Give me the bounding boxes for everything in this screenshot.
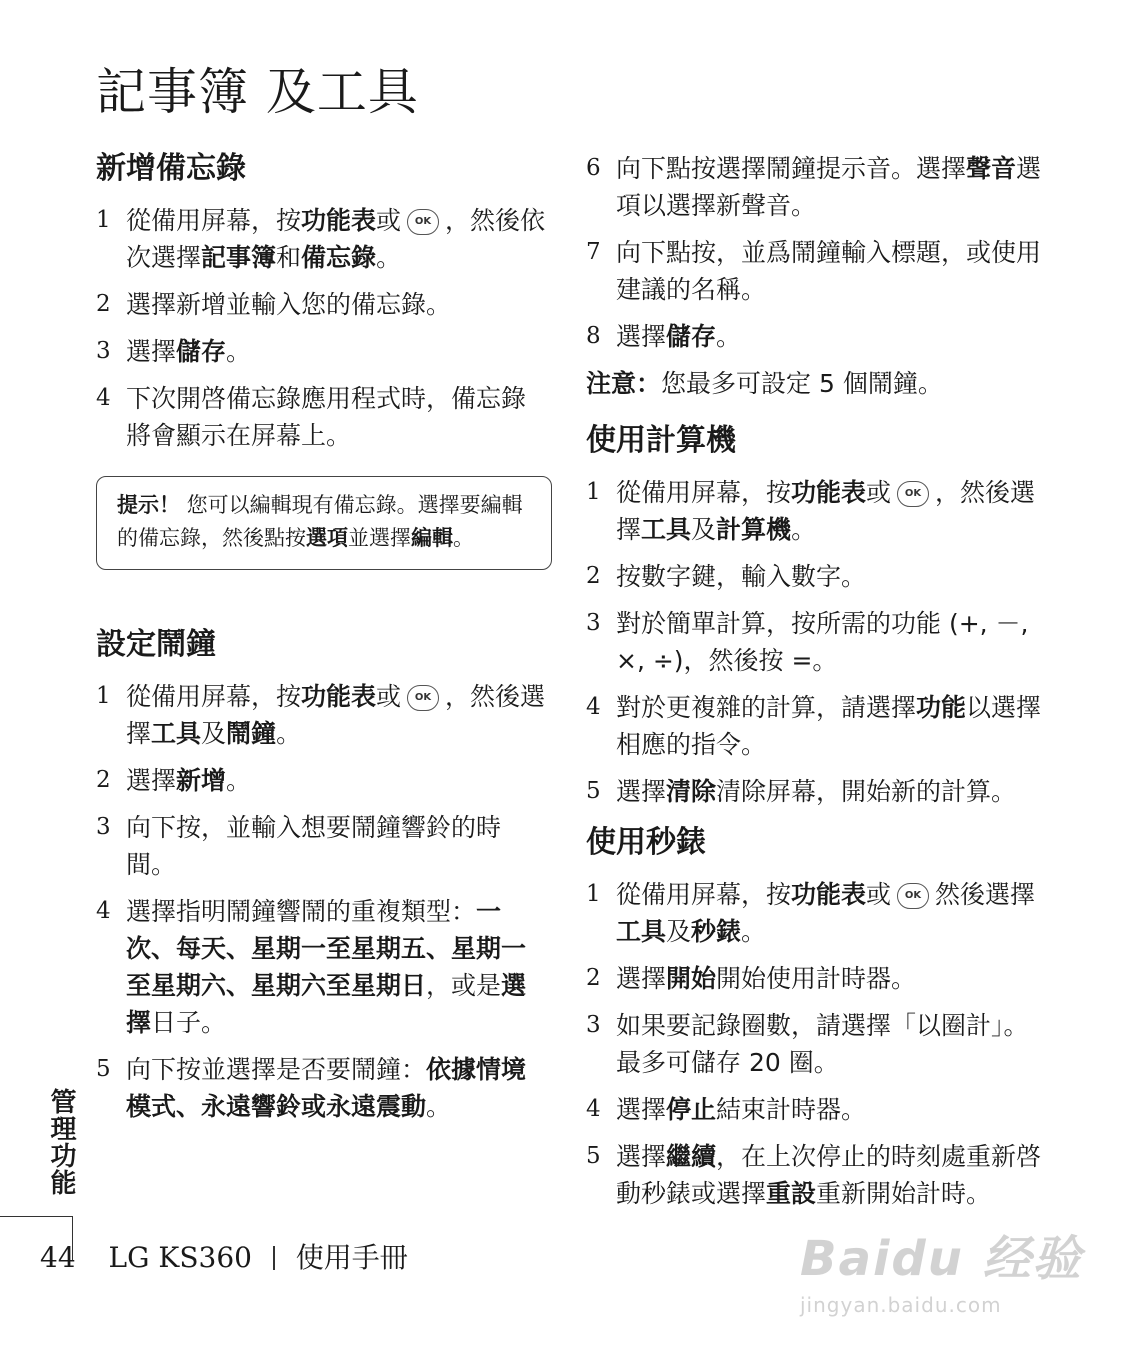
step-item	[586, 1091, 1046, 1128]
right-column	[586, 150, 1046, 1222]
step-number: 2	[96, 767, 111, 793]
watermark	[800, 1220, 1083, 1317]
left-column	[96, 150, 548, 1135]
emphasis-text: 一次、每天、星期一至星期五、星期一至星期六、星期六至星期日	[126, 897, 527, 1000]
emphasis-text: 功能表	[301, 682, 377, 711]
emphasis-text: 編輯	[411, 526, 453, 550]
step-item	[586, 689, 1046, 763]
step-number: 4	[96, 385, 111, 411]
page-title: 記事簿 及工具	[96, 63, 419, 121]
emphasis-text: 功能表	[301, 206, 377, 235]
step-item	[586, 876, 1046, 950]
emphasis-text: 新增	[176, 766, 227, 795]
step-item	[586, 960, 1046, 997]
memo-steps	[96, 202, 548, 454]
emphasis-text: 提示！	[117, 493, 180, 517]
step-text: 從備用屏幕，按功能表或 OK ，然後選擇工具及計算機。	[616, 478, 1036, 544]
step-number: 8	[586, 323, 601, 349]
step-text: 從備用屏幕，按功能表或 OK ，然後依次選擇記事簿和備忘錄。	[126, 206, 546, 272]
step-item	[96, 678, 548, 752]
step-number: 3	[586, 610, 601, 636]
emphasis-text: 繼續	[666, 1142, 717, 1171]
step-item	[96, 202, 548, 276]
emphasis-text: 儲存	[666, 322, 717, 351]
step-item	[586, 234, 1046, 308]
emphasis-text: 注意：	[586, 369, 662, 398]
footer	[40, 1236, 408, 1276]
emphasis-text: 停止	[666, 1095, 717, 1124]
step-text: 向下按並選擇是否要鬧鐘：依據情境模式、永遠響鈴或永遠震動。	[126, 1055, 527, 1121]
step-text: 選擇新增。	[126, 766, 252, 795]
emphasis-text: 工具	[151, 719, 202, 748]
step-number: 4	[586, 1096, 601, 1122]
page-number: 44	[40, 1241, 76, 1274]
emphasis-text: 鬧鐘	[226, 719, 277, 748]
step-item	[96, 333, 548, 370]
step-text: 從備用屏幕，按功能表或 OK ，然後選擇工具及鬧鐘。	[126, 682, 546, 748]
step-item	[96, 762, 548, 799]
emphasis-text: 清除	[666, 777, 717, 806]
step-number: 1	[586, 479, 601, 505]
step-text: 向下按，並輸入想要鬧鐘響鈴的時間。	[126, 813, 502, 879]
step-number: 2	[96, 291, 111, 317]
step-item	[96, 893, 548, 1041]
step-text: 選擇停止結束計時器。	[616, 1095, 867, 1124]
step-text: 對於更複雜的計算，請選擇功能以選擇相應的指令。	[616, 693, 1042, 759]
emphasis-text: 依據情境模式、永遠響鈴或永遠震動	[126, 1055, 527, 1121]
emphasis-text: 工具	[641, 515, 692, 544]
step-item	[586, 558, 1046, 595]
emphasis-text: 選擇	[126, 971, 527, 1037]
step-item	[586, 1138, 1046, 1212]
emphasis-text: 秒錶	[691, 917, 742, 946]
step-text: 選擇清除清除屏幕，開始新的計算。	[616, 777, 1017, 806]
tip-box: 提示！ 您可以編輯現有備忘錄。選擇要編輯的備忘錄，然後點按選項並選擇編輯。	[96, 476, 552, 570]
watermark-logo: Baidu 经验	[800, 1231, 1083, 1287]
step-item	[586, 318, 1046, 355]
step-item	[586, 474, 1046, 548]
stopwatch-steps	[586, 876, 1046, 1212]
emphasis-text: 備忘錄	[301, 243, 377, 272]
step-text: 如果要記錄圈數，請選擇「以圈計」。 最多可儲存 20 圈。	[616, 1011, 1029, 1077]
alarm-heading: 設定鬧鐘	[96, 627, 216, 662]
ok-key-icon: OK	[897, 481, 929, 507]
step-text: 選擇開始開始使用計時器。	[616, 964, 917, 993]
step-number: 1	[96, 683, 111, 709]
alarm-steps-cont	[586, 150, 1046, 355]
step-number: 5	[586, 778, 601, 804]
step-text: 選擇儲存。	[616, 322, 742, 351]
step-text: 選擇儲存。	[126, 337, 252, 366]
footer-separator	[273, 1246, 275, 1270]
footer-manual: 使用手冊	[295, 1241, 408, 1274]
side-tab-label: 管理功能	[46, 1088, 76, 1196]
step-text: 對於簡單計算，按所需的功能 (+, －, ×, ÷)，然後按 =。	[616, 609, 1029, 675]
step-item	[586, 773, 1046, 810]
emphasis-text: 重設	[766, 1179, 817, 1208]
step-item	[96, 380, 548, 454]
footer-model: LG KS360	[108, 1241, 252, 1274]
step-item	[96, 286, 548, 323]
step-number: 6	[586, 155, 601, 181]
emphasis-text: 功能表	[791, 478, 867, 507]
calculator-steps	[586, 474, 1046, 810]
side-divider	[0, 1216, 72, 1217]
step-item	[96, 1051, 548, 1125]
step-number: 5	[96, 1056, 111, 1082]
step-number: 5	[586, 1143, 601, 1169]
step-text: 向下點按，並爲鬧鐘輸入標題，或使用建議的名稱。	[616, 238, 1042, 304]
emphasis-text: 計算機	[716, 515, 792, 544]
step-number: 3	[96, 338, 111, 364]
emphasis-text: 選項	[306, 526, 348, 550]
step-item	[586, 605, 1046, 679]
step-number: 4	[96, 898, 111, 924]
emphasis-text: 儲存	[176, 337, 227, 366]
step-text: 選擇繼續，在上次停止的時刻處重新啓動秒錶或選擇重設重新開始計時。	[616, 1142, 1042, 1208]
step-text: 選擇新增並輸入您的備忘錄。	[126, 290, 452, 319]
step-number: 2	[586, 563, 601, 589]
ok-key-icon: OK	[407, 685, 439, 711]
step-text: 從備用屏幕，按功能表或 OK 然後選擇工具及秒錶。	[616, 880, 1036, 946]
memo-heading: 新增備忘錄	[96, 151, 246, 186]
step-text: 向下點按選擇鬧鐘提示音。選擇聲音選項以選擇新聲音。	[616, 154, 1042, 220]
emphasis-text: 工具	[616, 917, 667, 946]
emphasis-text: 功能	[916, 693, 967, 722]
step-text: 按數字鍵，輸入數字。	[616, 562, 867, 591]
calculator-heading: 使用計算機	[586, 423, 736, 458]
emphasis-text: 記事簿	[201, 243, 277, 272]
step-number: 4	[586, 694, 601, 720]
ok-key-icon: OK	[897, 883, 929, 909]
step-item	[586, 150, 1046, 224]
step-number: 3	[96, 814, 111, 840]
emphasis-text: 聲音	[966, 154, 1017, 183]
step-text: 選擇指明鬧鐘響鬧的重複類型：一次、每天、星期一至星期五、星期一至星期六、星期六至星期日，或是選擇日子。	[126, 897, 527, 1037]
emphasis-text: 功能表	[791, 880, 867, 909]
step-number: 2	[586, 965, 601, 991]
alarm-steps	[96, 678, 548, 1125]
stopwatch-heading: 使用秒錶	[586, 825, 706, 860]
watermark-url: jingyan.baidu.com	[800, 1293, 1002, 1317]
step-number: 1	[586, 881, 601, 907]
step-text: 下次開啓備忘錄應用程式時，備忘錄將會顯示在屏幕上。	[126, 384, 527, 450]
emphasis-text: 開始	[666, 964, 717, 993]
step-item	[586, 1007, 1046, 1081]
ok-key-icon: OK	[407, 209, 439, 235]
alarm-note: 注意：您最多可設定 5 個鬧鐘。	[586, 369, 943, 398]
step-number: 3	[586, 1012, 601, 1038]
step-item	[96, 809, 548, 883]
step-number: 7	[586, 239, 601, 265]
step-number: 1	[96, 207, 111, 233]
